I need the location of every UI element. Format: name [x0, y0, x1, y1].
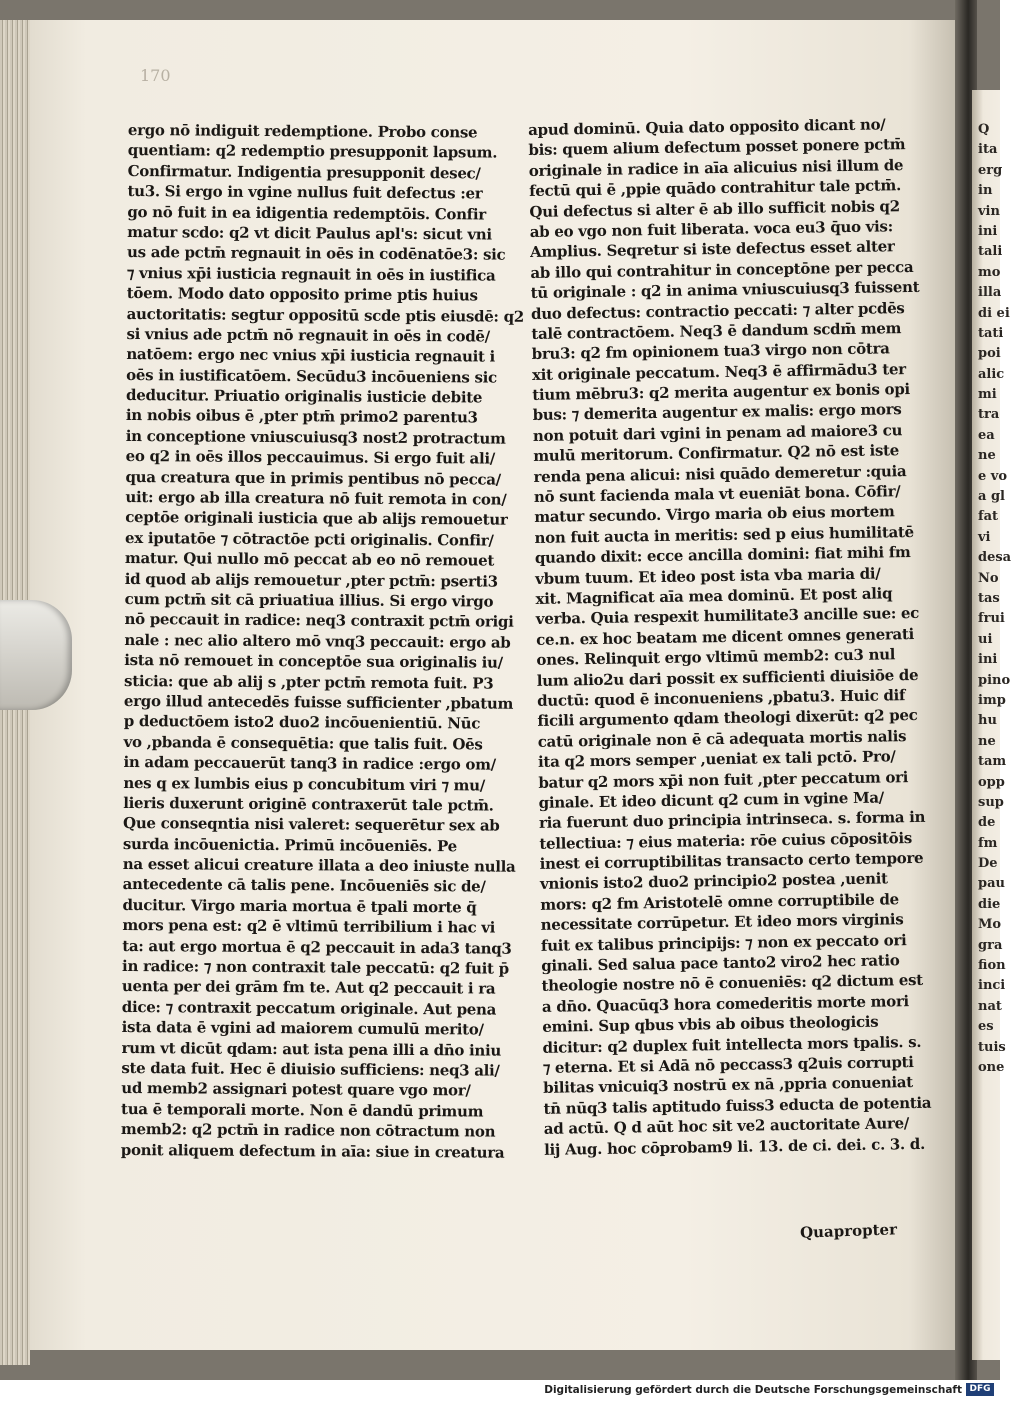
fragment-line: ne: [978, 448, 996, 464]
text-line: ceptōe originali iusticia que ab alijs remouetur: [125, 508, 508, 530]
fragment-line: fion: [978, 958, 1006, 974]
text-line: verba. Quia respexit humilitate3 ancille sue: ec: [535, 604, 920, 629]
text-line: p deductōem isto2 duo2 incōuenientiū. Nūc: [123, 712, 481, 733]
fragment-line: die: [978, 896, 1001, 912]
text-line: fuit ex talibus principijs: ⁊ non ex peccato ori: [540, 930, 907, 955]
fragment-line: ita: [978, 142, 998, 158]
fragment-line: alic: [978, 366, 1005, 382]
text-line: in conceptione vniuscuiusq3 nost2 protractum: [125, 426, 506, 448]
right-text-column: [528, 114, 939, 1160]
text-line: auctoritatis: segtur oppositū scde ptis eiusdē: q2: [126, 304, 525, 326]
fragment-line: a gl: [978, 489, 1005, 505]
text-line: ⁊ vnius xp̄i iusticia regnauit in oēs in iustifica: [126, 263, 496, 285]
fragment-line: di ei: [978, 305, 1010, 321]
text-line: mors: q2 fm Aristotelē omne corruptibile de: [540, 890, 899, 914]
text-line: necessitate corrūpetur. Et ideo mors virginis: [540, 910, 904, 935]
fragment-line: in: [978, 183, 993, 199]
fragment-line: vi: [978, 529, 991, 545]
text-line: uit: ergo ab illa creatura nō fuit remota in con/: [125, 488, 507, 509]
text-line: ab illo qui contrahitur in conceptōne per pecca: [530, 257, 914, 282]
text-line: us ade pctm̄ regnauit in oēs in codēnatōe3: sic: [127, 243, 506, 264]
text-line: non potuit dari vgini in penam ad maiore3 cu: [532, 421, 903, 445]
text-line: nes q ex lumbis eius p concubitum viri ⁊ mu/: [123, 773, 485, 795]
fragment-line: De: [978, 856, 998, 872]
text-line: xit originale peccatum. Neq3 ē affirmādu3 ter: [531, 359, 906, 384]
text-line: ista data ē vgini ad maiorem cumulū merito/: [121, 1018, 484, 1039]
text-line: lieris duxerunt originē contraxerūt tale pctm̄.: [123, 793, 494, 815]
text-line: si vnius ade pctm̄ nō regnauit in oēs in codē/: [126, 324, 490, 346]
fragment-line: hu: [978, 713, 997, 729]
text-line: ista nō remouet in conceptōe sua originalis iu/: [124, 651, 503, 672]
fragment-line: ini: [978, 652, 998, 668]
text-line: bru3: q2 fm opinionem tua3 virgo non cōtra: [531, 339, 890, 364]
text-line: originale in radice in aīa alicuius nisi illum de: [528, 155, 904, 180]
text-line: Confirmatur. Indigentia presupponit desec/: [127, 161, 481, 183]
text-line: tu3. Si ergo in vgine nullus fuit defectus :er: [127, 182, 483, 203]
text-line: uenta per dei grām fm te. Aut q2 peccauit i ra: [121, 977, 496, 998]
text-line: id quod ab alijs remouetur ,pter pctm̄: pserti3: [124, 569, 498, 591]
text-line: in adam peccauerūt tanq3 in radice :ergo om/: [123, 753, 496, 774]
recto-text-fragments: [978, 120, 1011, 1078]
fragment-line: mi: [978, 387, 997, 403]
text-line: vbum tuum. Et ideo post ista vba maria di/: [535, 564, 881, 588]
fragment-line: desa: [978, 550, 1011, 566]
folio-number: 170: [140, 66, 171, 85]
fragment-line: de: [978, 815, 996, 831]
text-line: Que conseqntia nisi valeret: sequerētur sex ab: [123, 814, 500, 835]
text-line: tua ē temporali morte. Non ē dandū primum: [121, 1099, 484, 1121]
fragment-line: tra: [978, 407, 1000, 423]
text-line: theologie nostre nō ē conueniēs: q2 dictum est: [541, 971, 923, 996]
text-line: sticia: que ab alij s ,pter pctm̄ remota fuit. P3: [124, 671, 494, 693]
fragment-line: nat: [978, 998, 1002, 1014]
text-line: qua creatura que in primis pentibus nō pecca/: [125, 467, 501, 489]
text-line: natōem: ergo nec vnius xp̄i iusticia regnauit i: [126, 345, 496, 366]
text-line: nō sunt facienda mala vt eueniāt bona. Cōfir/: [533, 482, 901, 506]
text-line: ad actū. Q d aūt hoc sit ve2 auctoritate Aure/: [543, 1114, 910, 1139]
text-line: ergo nō indiguit redemptione. Probo conse: [127, 120, 478, 142]
text-line: in radice: ⁊ non contraxit tale peccatū: q2 fuit p̄: [122, 956, 509, 978]
text-line: duo defectus: contractio peccati: ⁊ alter pcdēs: [530, 298, 905, 323]
fragment-line: erg: [978, 162, 1003, 178]
text-line: matur. Qui nullo mō peccat ab eo nō remouet: [124, 549, 495, 570]
text-line: ducitur. Virgo maria mortua ē tpali morte q̄: [122, 895, 477, 917]
catchword: Quapropter: [799, 1220, 898, 1242]
text-line: emini. Sup qbus vbis ab oibus theologicis: [542, 1012, 879, 1037]
text-line: inest ei corruptibilitas transacto certo tempore: [539, 848, 924, 873]
text-line: tellectiua: ⁊ eius materia: rōe cuius cōpositōis: [539, 828, 913, 853]
fragment-line: No: [978, 570, 999, 586]
text-line: memb2: q2 pctm̄ in radice non cōtractum non: [120, 1120, 496, 1141]
fragment-line: imp: [978, 692, 1006, 708]
text-line: cum pctm̄ sit cā priuatiua illius. Si ergo virgo: [124, 589, 494, 611]
text-line: lum alio2u dari possit ex sufficienti diuisiōe de: [536, 665, 919, 690]
text-line: fectū qui ē ,ppie quādo contrahitur tale pctm̄.: [528, 176, 902, 201]
fragment-line: sup: [978, 794, 1004, 810]
text-line: apud dominū. Quia dato opposito dicant no/: [528, 115, 886, 139]
dfg-logo: DFG: [966, 1383, 994, 1396]
fragment-line: ea: [978, 427, 995, 443]
text-line: tū originale : q2 in anima vniuscuiusq3 fuissent: [530, 278, 920, 303]
text-line: ria fuerunt duo principia intrinseca. s. forma in: [538, 808, 926, 833]
text-line: vo ,pbanda ē consequētia: que talis fuit. Oēs: [123, 732, 483, 754]
fragment-line: one: [978, 1059, 1005, 1075]
text-line: in nobis oibus ē ,pter ptm̄ primo2 parentu3: [125, 406, 478, 427]
text-line: ergo illud antecedēs fuisse sufficienter ,pbatum: [123, 691, 514, 713]
text-line: ⁊ eterna. Et si Adā nō peccass3 q2uis corrupti: [542, 1053, 914, 1077]
text-line: ita q2 mors semper ,ueniat ex tali pctō. Pro/: [537, 747, 896, 772]
text-line: dice: ⁊ contraxit peccatum originale. Aut pena: [121, 997, 497, 1019]
text-line: bilitas vnicuiq3 nostrū ex nā ,ppria conueniat: [543, 1073, 913, 1098]
fragment-line: Mo: [978, 917, 1002, 933]
text-line: eo q2 in oēs illos peccauimus. Si ergo fuit ali/: [125, 447, 496, 468]
text-line: ste data fuit. Hec ē diuisio sufficiens: neq3 ali/: [121, 1058, 500, 1080]
left-text-column: [121, 120, 523, 1163]
text-line: oēs in iustificatōem. Secūdu3 incōueniens sic: [126, 365, 497, 387]
fragment-line: mo: [978, 264, 1001, 280]
text-line: nale : nec alio altero mō vnq3 peccauit: ergo ab: [124, 630, 511, 652]
text-line: matur scdo: q2 vt dicit Paulus apl's: sicut vni: [127, 222, 492, 244]
text-line: non fuit aucta in meritis: sed p eius humilitatē: [534, 522, 914, 547]
fragment-line: opp: [978, 774, 1005, 790]
fragment-line: fm: [978, 835, 998, 851]
text-line: xit. Magnificat aīa mea dominū. Et post aliq: [535, 584, 893, 608]
text-line: ponit aliquem defectum in aīa: siue in creatura: [120, 1140, 505, 1162]
text-line: na esset alicui creature illata a deo iniuste nulla: [122, 855, 516, 876]
text-line: deducitur. Priuatio originalis iusticie debite: [126, 386, 483, 407]
text-line: ab eo vgo non fuit liberata. voca eu3 q̄uo vis:: [529, 217, 894, 241]
text-line: quando dixit: ecce ancilla domini: fiat mihi fm: [534, 543, 911, 568]
fragment-line: fat: [978, 509, 999, 525]
text-line: quentiam: q2 redemptio presupponit lapsum.: [127, 141, 498, 162]
text-line: ce.n. ex hoc beatam me dicent omnes generati: [536, 624, 915, 649]
text-line: go nō fuit in ea idigentia redemptōis. Confir: [127, 202, 486, 224]
fragment-line: es: [978, 1019, 994, 1035]
fragment-line: e vo: [978, 468, 1008, 484]
fragment-line: pino: [978, 672, 1011, 688]
text-line: dicitur: q2 duplex fuit intellecta mors tpalis. s.: [542, 1032, 922, 1057]
text-line: ficili argumento qdam theologi dixerūt: q2 pec: [537, 706, 918, 731]
text-line: surda incōuenictia. Primū incōueniēs. Pe: [122, 834, 457, 855]
fragment-line: tam: [978, 754, 1007, 770]
text-line: ginale. Et ideo dicunt q2 cum in vgine Ma/: [538, 788, 885, 812]
text-line: mulū meritorum. Confirmatur. Q2 nō est iste: [533, 441, 900, 466]
text-line: batur q2 mors xp̄i non fuit ,pter peccatum ori: [538, 767, 909, 792]
fragment-line: tuis: [978, 1039, 1006, 1055]
fragment-line: tali: [978, 244, 1003, 260]
text-line: a dn̄o. Quacūq3 hora comederitis morte mori: [541, 991, 910, 1016]
text-line: Amplius. Seqretur si iste defectus esset alter: [529, 237, 895, 262]
fragment-line: Q: [978, 122, 990, 137]
text-line: antecedente cā talis pene. Incōueniēs sic de/: [122, 875, 486, 896]
text-line: ex iputatōe ⁊ cōtractōe pcti originalis. Confir/: [125, 528, 494, 550]
text-line: catū originale non ē cā adequata mortis nalis: [537, 726, 907, 751]
text-line: talē contractōem. Neq3 ē dandum scdm̄ mem: [531, 319, 902, 343]
text-line: matur secundo. Virgo maria ob eius mortem: [534, 502, 895, 527]
fragment-line: vin: [978, 203, 1000, 219]
fragment-line: ne: [978, 733, 996, 749]
fragment-line: illa: [978, 285, 1002, 301]
digitization-footer: [0, 1380, 1000, 1401]
text-line: mors pena est: q2 ē vltimū terribilium i hac vi: [122, 916, 496, 937]
text-line: bis: quem alium defectum posset ponere pctm̄: [528, 135, 906, 160]
fragment-line: ui: [978, 631, 993, 647]
text-line: tium mēbru3: q2 merita augentur ex bonis opi: [532, 380, 910, 405]
fragment-line: frui: [978, 611, 1005, 627]
fragment-line: ini: [978, 223, 998, 239]
text-line: ta: aut ergo mortua ē q2 peccauit in ada3 tanq3: [122, 936, 512, 958]
text-line: tn̄ nūq3 talis aptitudo fuiss3 educta de potentia: [543, 1093, 932, 1118]
text-line: ginali. Sed salua pace tanto2 viro2 hec ratio: [541, 951, 900, 975]
text-line: tōem. Modo dato opposito prime ptis huius: [126, 284, 478, 305]
text-line: nō peccauit in radice: neq3 contraxit pctm̄ origi: [124, 610, 514, 632]
text-line: vnionis isto2 duo2 principio2 postea ,uenit: [539, 869, 888, 894]
fragment-line: tati: [978, 325, 1004, 341]
text-line: ones. Relinquit ergo vltimū memb2: cu3 nul: [536, 645, 896, 670]
fragment-line: inci: [978, 978, 1006, 994]
text-line: renda pena alicui: nisi quādo demeretur :quia: [533, 461, 907, 486]
text-line: ud memb2 assignari potest quare vgo mor/: [121, 1079, 471, 1100]
text-line: Qui defectus si alter ē ab illo sufficit nobis q2: [529, 196, 900, 221]
funding-notice: Digitalisierung gefördert durch die Deutsche Forschungsgemeinschaft: [544, 1384, 962, 1396]
book-clamp: [0, 600, 72, 710]
fragment-line: tas: [978, 590, 1000, 606]
text-line: rum vt dicūt qdam: aut ista pena illi a dn̄o iniu: [121, 1038, 502, 1060]
text-line: lij Aug. hoc cōprobam9 li. 13. de ci. dei. c. 3. d.: [544, 1134, 926, 1159]
text-line: ductū: quod ē inconueniens ,pbatu3. Huic dif: [536, 686, 906, 710]
fragment-line: poi: [978, 346, 1001, 362]
fragment-line: gra: [978, 937, 1003, 953]
text-line: bus: ⁊ demerita augentur ex malis: ergo mors: [532, 400, 902, 425]
fragment-line: pau: [978, 876, 1005, 892]
